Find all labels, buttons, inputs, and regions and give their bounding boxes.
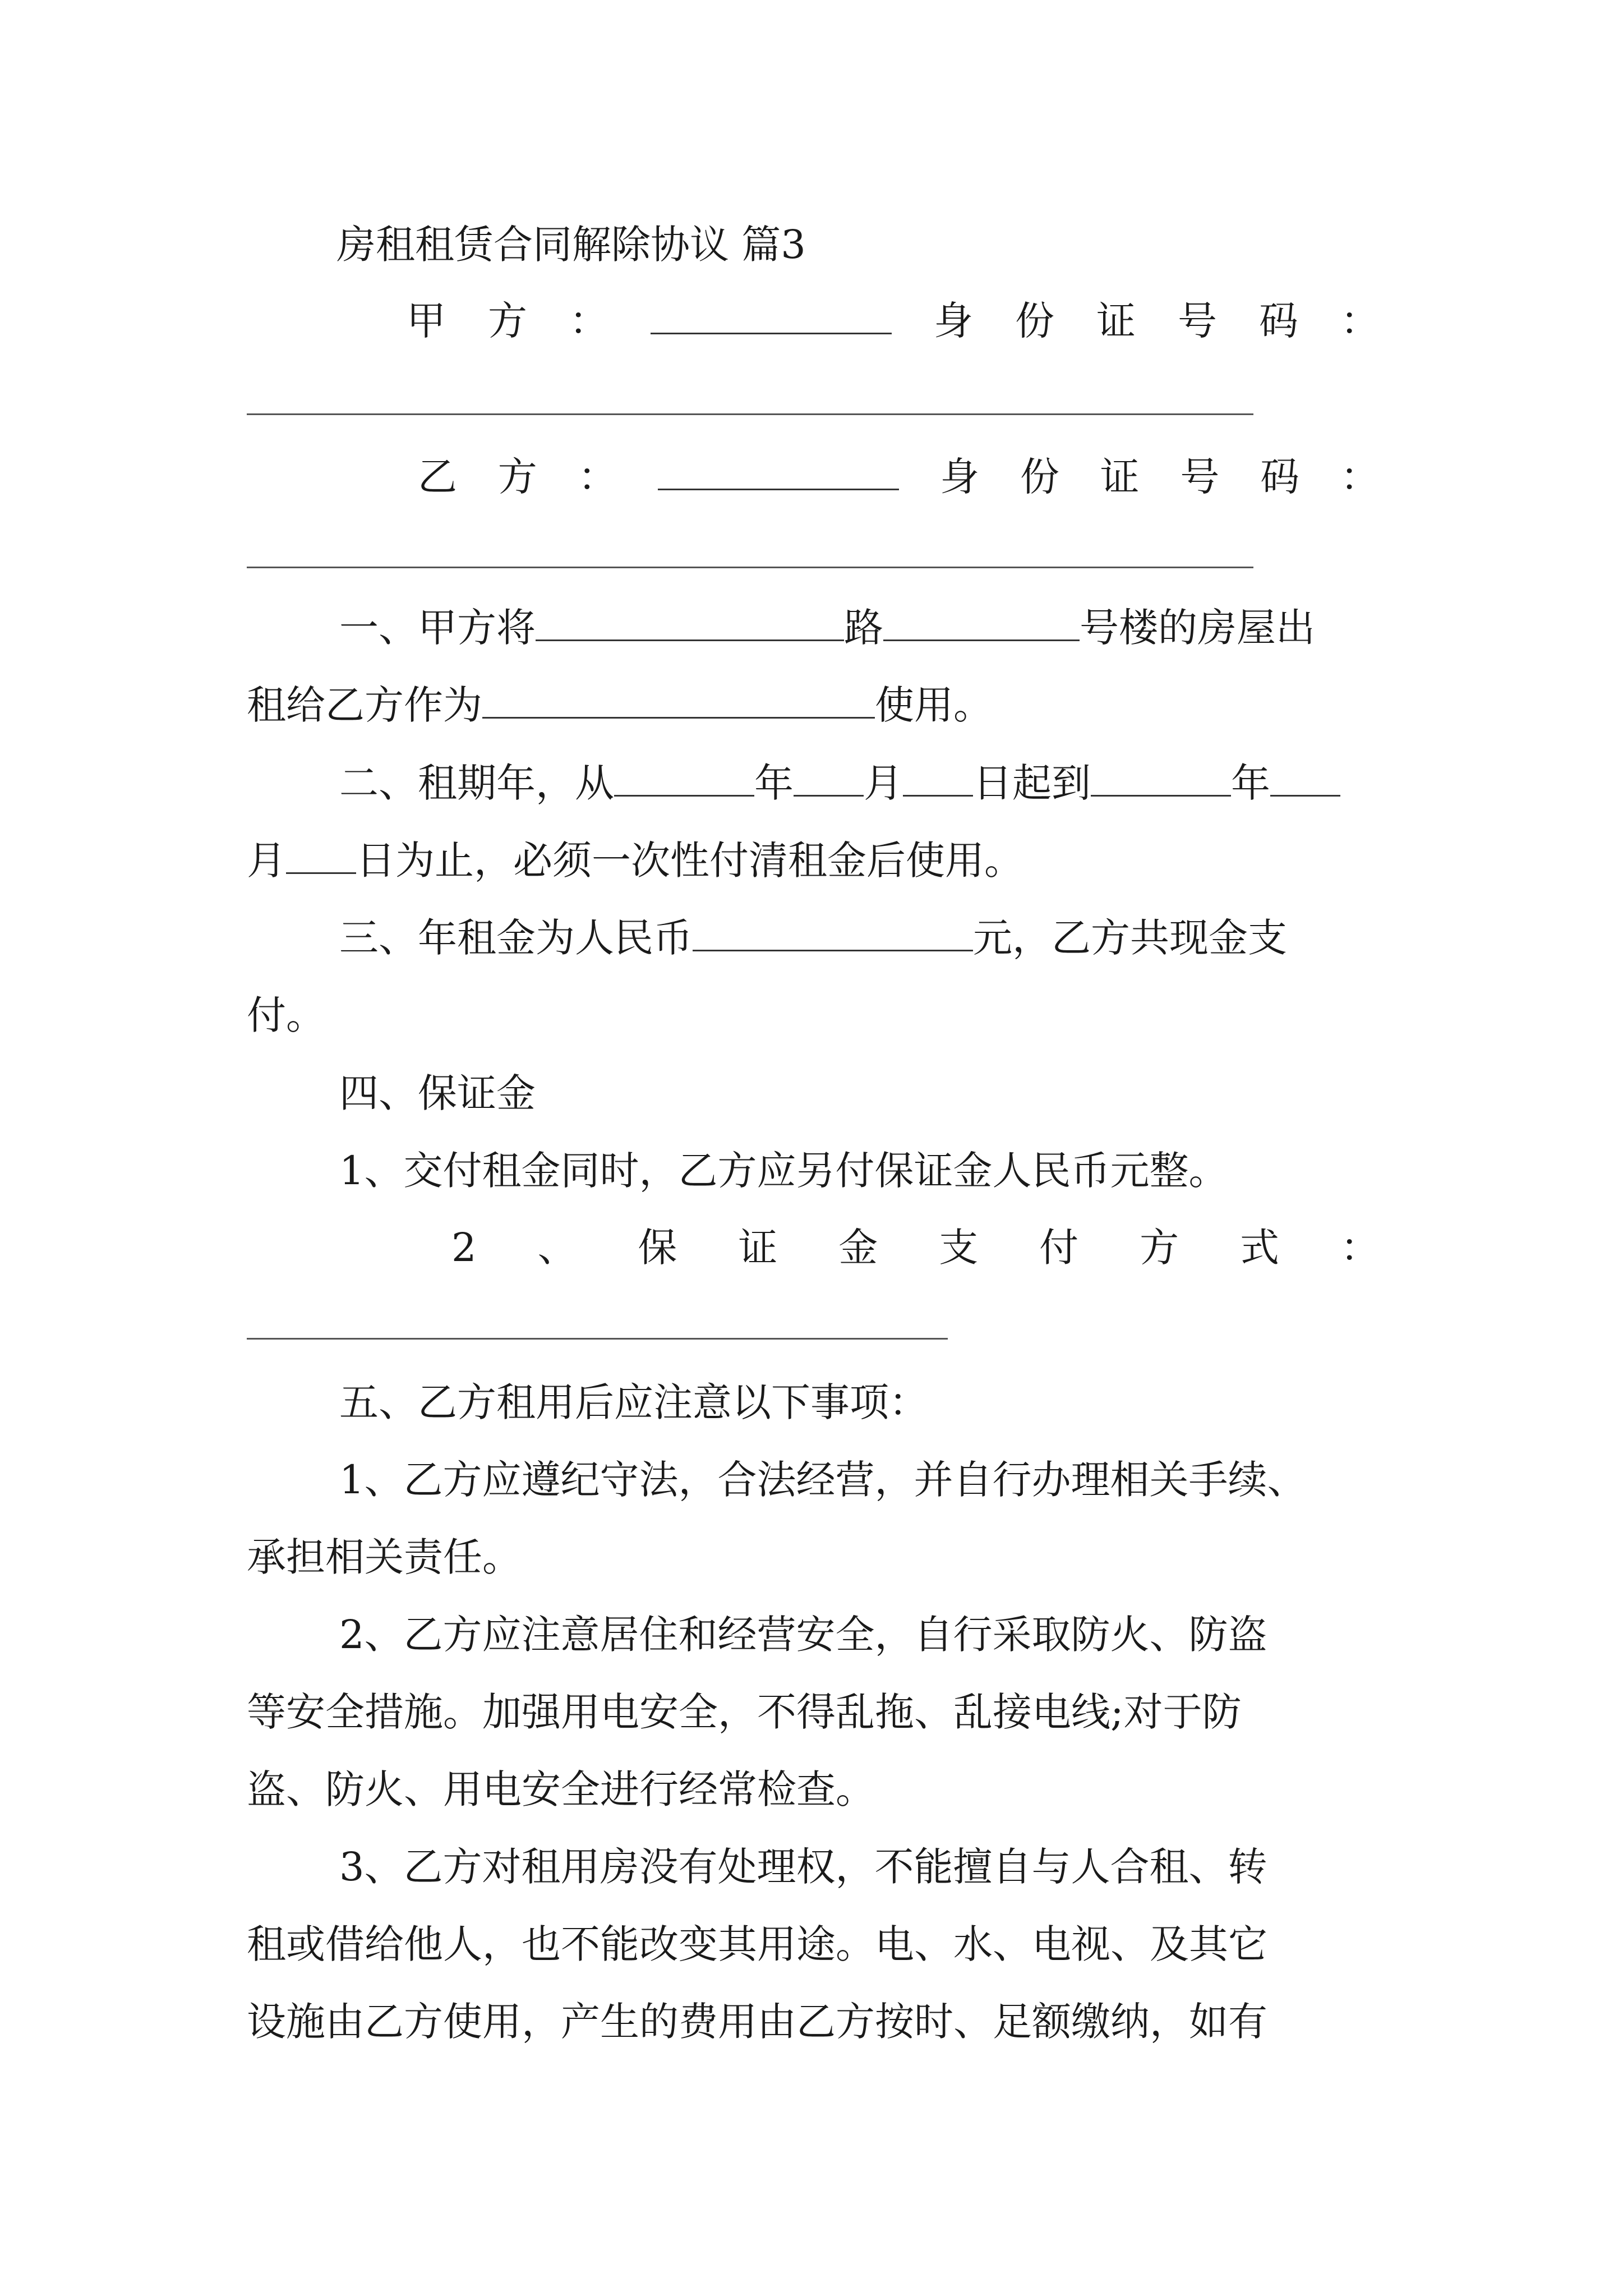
party-a-char: ：	[569, 298, 608, 344]
clause2-line2: 月 日为止，必须一次性付清租金后使用。	[247, 838, 1023, 884]
clause5-item3-line3: 设施由乙方使用，产生的费用由乙方按时、足额缴纳，如有	[247, 1999, 1267, 2045]
party-a-id-char: 身	[934, 298, 973, 344]
party-b-id-char: 份	[1020, 454, 1059, 500]
party-b-char: ：	[578, 454, 617, 500]
party-b-id-blank[interactable]	[247, 567, 1253, 568]
party-a-id-char: ：	[1340, 298, 1380, 344]
document-title: 房租租赁合同解除协议 篇3	[336, 222, 806, 268]
party-a-id-blank[interactable]	[247, 413, 1253, 415]
party-b-id-char: 证	[1100, 454, 1140, 500]
clause5-item3-line1: 3、乙方对租用房没有处理权，不能擅自与人合租、转	[339, 1844, 1267, 1890]
clause4-item2: 2 、 保 证 金 支 付 方 式 ：	[451, 1225, 1380, 1271]
party-a-line	[407, 296, 1380, 346]
party-b-id-char: 身	[940, 454, 980, 500]
clause3-line1: 三、年租金为人民币 元，乙方共现金支	[339, 915, 1287, 961]
party-a-char: 甲	[407, 298, 446, 344]
party-b-id-char: 号	[1180, 454, 1220, 500]
clause5-item2-line2: 等安全措施。加强用电安全，不得乱拖、乱接电线;对于防	[247, 1689, 1242, 1735]
party-a-name-blank[interactable]	[651, 303, 892, 334]
party-b-name-blank[interactable]	[658, 459, 899, 490]
party-a-char: 方	[488, 298, 527, 344]
party-a-id-char: 证	[1096, 298, 1136, 344]
end-year-blank[interactable]	[1091, 766, 1231, 797]
party-b-char: 乙	[418, 454, 457, 500]
end-month-blank[interactable]	[1270, 766, 1340, 797]
clause5-item3-line2: 租或借给他人，也不能改变其用途。电、水、电视、及其它	[247, 1921, 1267, 1967]
usage-blank[interactable]	[482, 688, 875, 719]
clause5-item2-line1: 2、乙方应注意居住和经营安全，自行采取防火、防盗	[339, 1612, 1267, 1658]
annual-rent-blank[interactable]	[693, 921, 973, 951]
party-a-id-char: 号	[1178, 298, 1217, 344]
start-day-blank[interactable]	[903, 766, 973, 797]
party-b-id-char: ：	[1340, 454, 1380, 500]
party-a-id-char: 码	[1259, 298, 1298, 344]
road-blank[interactable]	[536, 610, 844, 641]
clause5-item1-line1: 1、乙方应遵纪守法，合法经营，并自行办理相关手续、	[339, 1457, 1307, 1503]
start-month-blank[interactable]	[794, 766, 864, 797]
clause3-line2: 付。	[247, 992, 325, 1038]
clause5-item2-line3: 盗、防火、用电安全进行经常检查。	[247, 1766, 875, 1812]
party-b-line	[418, 452, 1380, 501]
clause5-heading: 五、乙方租用后应注意以下事项：	[339, 1379, 928, 1425]
clause4-item1: 1、交付租金同时，乙方应另付保证金人民币元整。	[339, 1148, 1228, 1194]
clause1-line1: 一、甲方将 路 号楼的房屋出	[339, 605, 1315, 651]
deposit-method-blank[interactable]	[247, 1338, 948, 1340]
clause5-item1-line2: 承担相关责任。	[247, 1534, 522, 1580]
clause1-line2: 租给乙方作为 使用。	[247, 682, 993, 728]
party-a-id-char: 份	[1015, 298, 1054, 344]
clause2-line1: 二、租期年，从 年 月 日起到 年	[339, 758, 1380, 808]
party-b-char: 方	[497, 454, 537, 500]
party-b-id-char: 码	[1260, 454, 1300, 500]
start-year-blank[interactable]	[614, 766, 754, 797]
end-day-blank[interactable]	[286, 843, 356, 874]
clause4-heading: 四、保证金	[339, 1070, 536, 1116]
building-no-blank[interactable]	[883, 610, 1080, 641]
